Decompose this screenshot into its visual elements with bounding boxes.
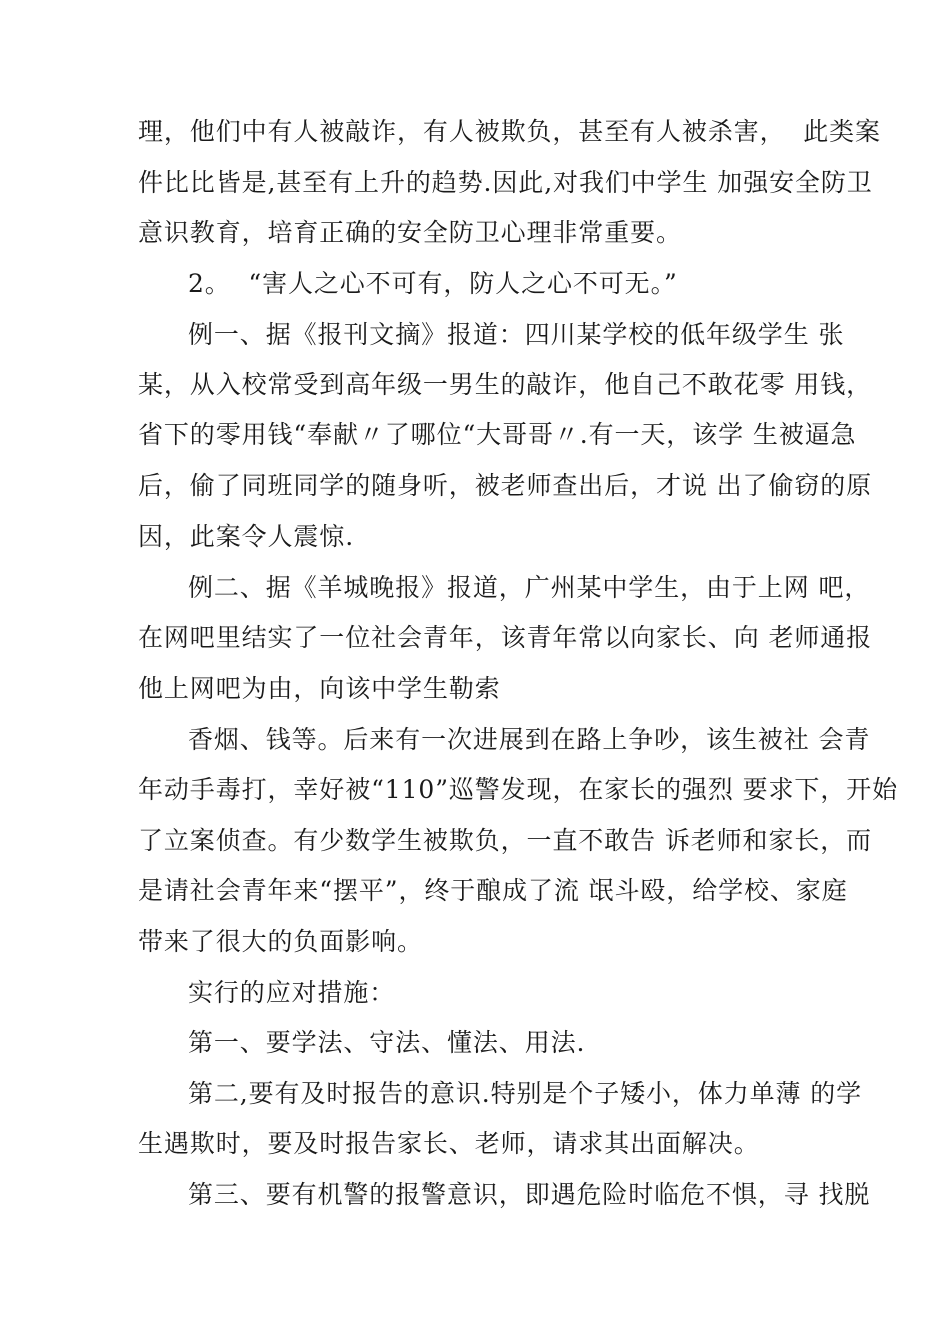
- text-line: 第一、要学法、守法、懂法、用法.: [188, 1028, 586, 1057]
- text-line: 某，从入校常受到高年级一男生的敲诈，他自己不敢花零 用钱，: [138, 370, 873, 399]
- text-line: 因，此案令人震惊.: [138, 522, 355, 551]
- text-line: 件比比皆是,甚至有上升的趋势.因此,对我们中学生 加强安全防卫: [138, 168, 873, 197]
- text-line: 例二、据《羊城晚报》报道，广州某中学生，由于上网 吧，: [188, 573, 871, 602]
- text-line: 第三、要有机警的报警意识，即遇危险时临危不惧，寻 找脱: [188, 1180, 871, 1209]
- text-line: 后，偷了同班同学的随身听，被老师查出后，才说 出了偷窃的原: [138, 471, 873, 500]
- text-line: 省下的零用钱“奉献〃了哪位“大哥哥〃.有一天，该学 生被逼急: [138, 420, 857, 449]
- text-line: 了立案侦查。有少数学生被欺负，一直不敢告 诉老师和家长，而: [138, 826, 873, 855]
- text-line: 理，他们中有人被敲诈，有人被欺负，甚至有人被杀害， 此类案: [138, 117, 881, 146]
- text-line: 在网吧里结实了一位社会青年，该青年常以向家长、向 老师通报: [138, 623, 873, 652]
- text-line: 第二,要有及时报告的意识.特别是个子矮小，体力单薄 的学: [188, 1079, 863, 1108]
- text-line: 是请社会青年来“摆平”，终于酿成了流 氓斗殴，给学校、家庭: [138, 876, 848, 905]
- text-line: 带来了很大的负面影响。: [138, 927, 423, 956]
- text-line: 例一、据《报刊文摘》报道：四川某学校的低年级学生 张: [188, 320, 845, 349]
- text-line: 他上网吧为由，向该中学生勒索: [138, 674, 501, 703]
- text-line: 意识教育，培育正确的安全防卫心理非常重要。: [138, 218, 682, 247]
- section-heading: 2。 “害人之心不可有，防人之心不可无。”: [188, 269, 678, 298]
- text-line: 生遇欺时，要及时报告家长、老师，请求其出面解决。: [138, 1129, 760, 1158]
- text-line: 实行的应对措施：: [188, 978, 396, 1007]
- text-line: 香烟、钱等。后来有一次进展到在路上争吵，该生被社 会青: [188, 725, 871, 754]
- text-line: 年动手毒打，幸好被“110”巡警发现，在家长的强烈 要求下，开始: [138, 775, 899, 804]
